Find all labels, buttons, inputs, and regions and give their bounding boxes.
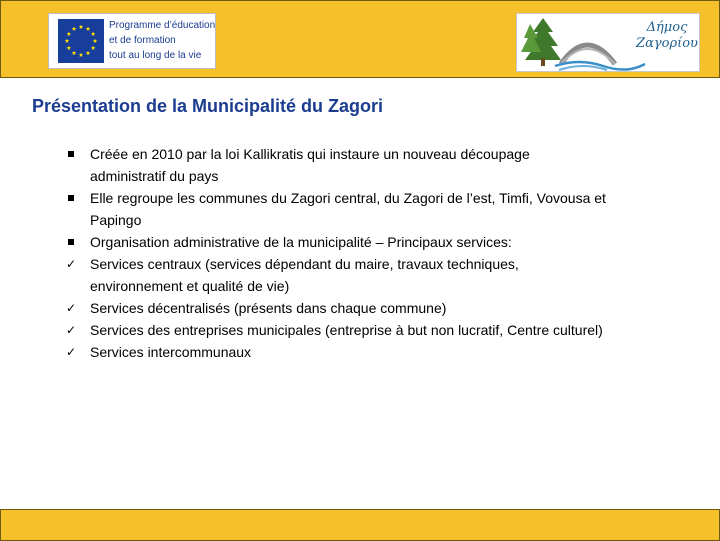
list-item-line: Services intercommunaux bbox=[90, 344, 252, 360]
eu-star-icon bbox=[91, 46, 96, 50]
list-item bbox=[64, 297, 684, 319]
eu-logo-line: Programme d’éducation bbox=[109, 20, 216, 31]
top-banner bbox=[0, 0, 720, 78]
check-icon: ✓ bbox=[65, 257, 77, 271]
list-item-line: Organisation administrative de la municipalité – Principaux services: bbox=[90, 234, 512, 250]
list-item-line: Services centraux (services dépendant du maire, travaux techniques, bbox=[90, 256, 519, 272]
zagori-logo-line: Δήμος bbox=[646, 20, 688, 35]
list-item-line: Services décentralisés (présents dans chaque commune) bbox=[90, 300, 447, 316]
list-item bbox=[64, 143, 684, 187]
check-icon: ✓ bbox=[65, 323, 77, 337]
list-item bbox=[64, 319, 684, 341]
bottom-banner bbox=[0, 509, 720, 541]
eu-logo-line: et de formation bbox=[109, 35, 176, 46]
eu-star-icon bbox=[86, 26, 91, 30]
zagori-municipality-logo bbox=[516, 13, 700, 72]
zagori-logo-text bbox=[635, 20, 699, 52]
eu-logo-line: tout au long de la vie bbox=[109, 50, 202, 61]
list-item-line: Papingo bbox=[90, 212, 142, 228]
check-icon: ✓ bbox=[65, 301, 77, 315]
square-bullet-icon bbox=[64, 143, 78, 165]
eu-star-icon bbox=[79, 53, 84, 57]
eu-star-icon bbox=[91, 32, 96, 36]
list-item bbox=[64, 187, 684, 231]
list-item-line: Créée en 2010 par la loi Kallikratis qui instaure un nouveau découpage bbox=[90, 146, 530, 162]
list-item bbox=[64, 341, 684, 363]
eu-flag-icon bbox=[58, 19, 104, 63]
eu-star-icon bbox=[65, 39, 70, 43]
eu-logo-text bbox=[109, 18, 216, 63]
eu-stars bbox=[58, 19, 104, 63]
eu-star-icon bbox=[67, 46, 72, 50]
eu-star-icon bbox=[72, 26, 77, 30]
list-item bbox=[64, 231, 684, 253]
slide-title: Présentation de la Municipalité du Zagori bbox=[32, 96, 384, 116]
eu-star-icon bbox=[93, 39, 98, 43]
check-icon: ✓ bbox=[65, 345, 77, 359]
eu-programme-logo bbox=[48, 13, 216, 69]
eu-star-icon bbox=[72, 51, 77, 55]
list-item bbox=[64, 253, 684, 297]
bullet-list bbox=[64, 143, 684, 363]
zagori-logo-line: Ζαγορίου bbox=[636, 36, 698, 51]
square-bullet-icon bbox=[64, 187, 78, 209]
list-item-line: administratif du pays bbox=[90, 168, 219, 184]
list-item-line: Services des entreprises municipales (entreprise à but non lucratif, Centre culturel) bbox=[90, 322, 603, 338]
square-bullet-icon bbox=[64, 231, 78, 253]
eu-star-icon bbox=[67, 32, 72, 36]
eu-star-icon bbox=[86, 51, 91, 55]
eu-star-icon bbox=[79, 25, 84, 29]
list-item-line: Elle regroupe les communes du Zagori central, du Zagori de l’est, Timfi, Vovousa et bbox=[90, 190, 606, 206]
list-item-line: environnement et qualité de vie) bbox=[90, 278, 290, 294]
